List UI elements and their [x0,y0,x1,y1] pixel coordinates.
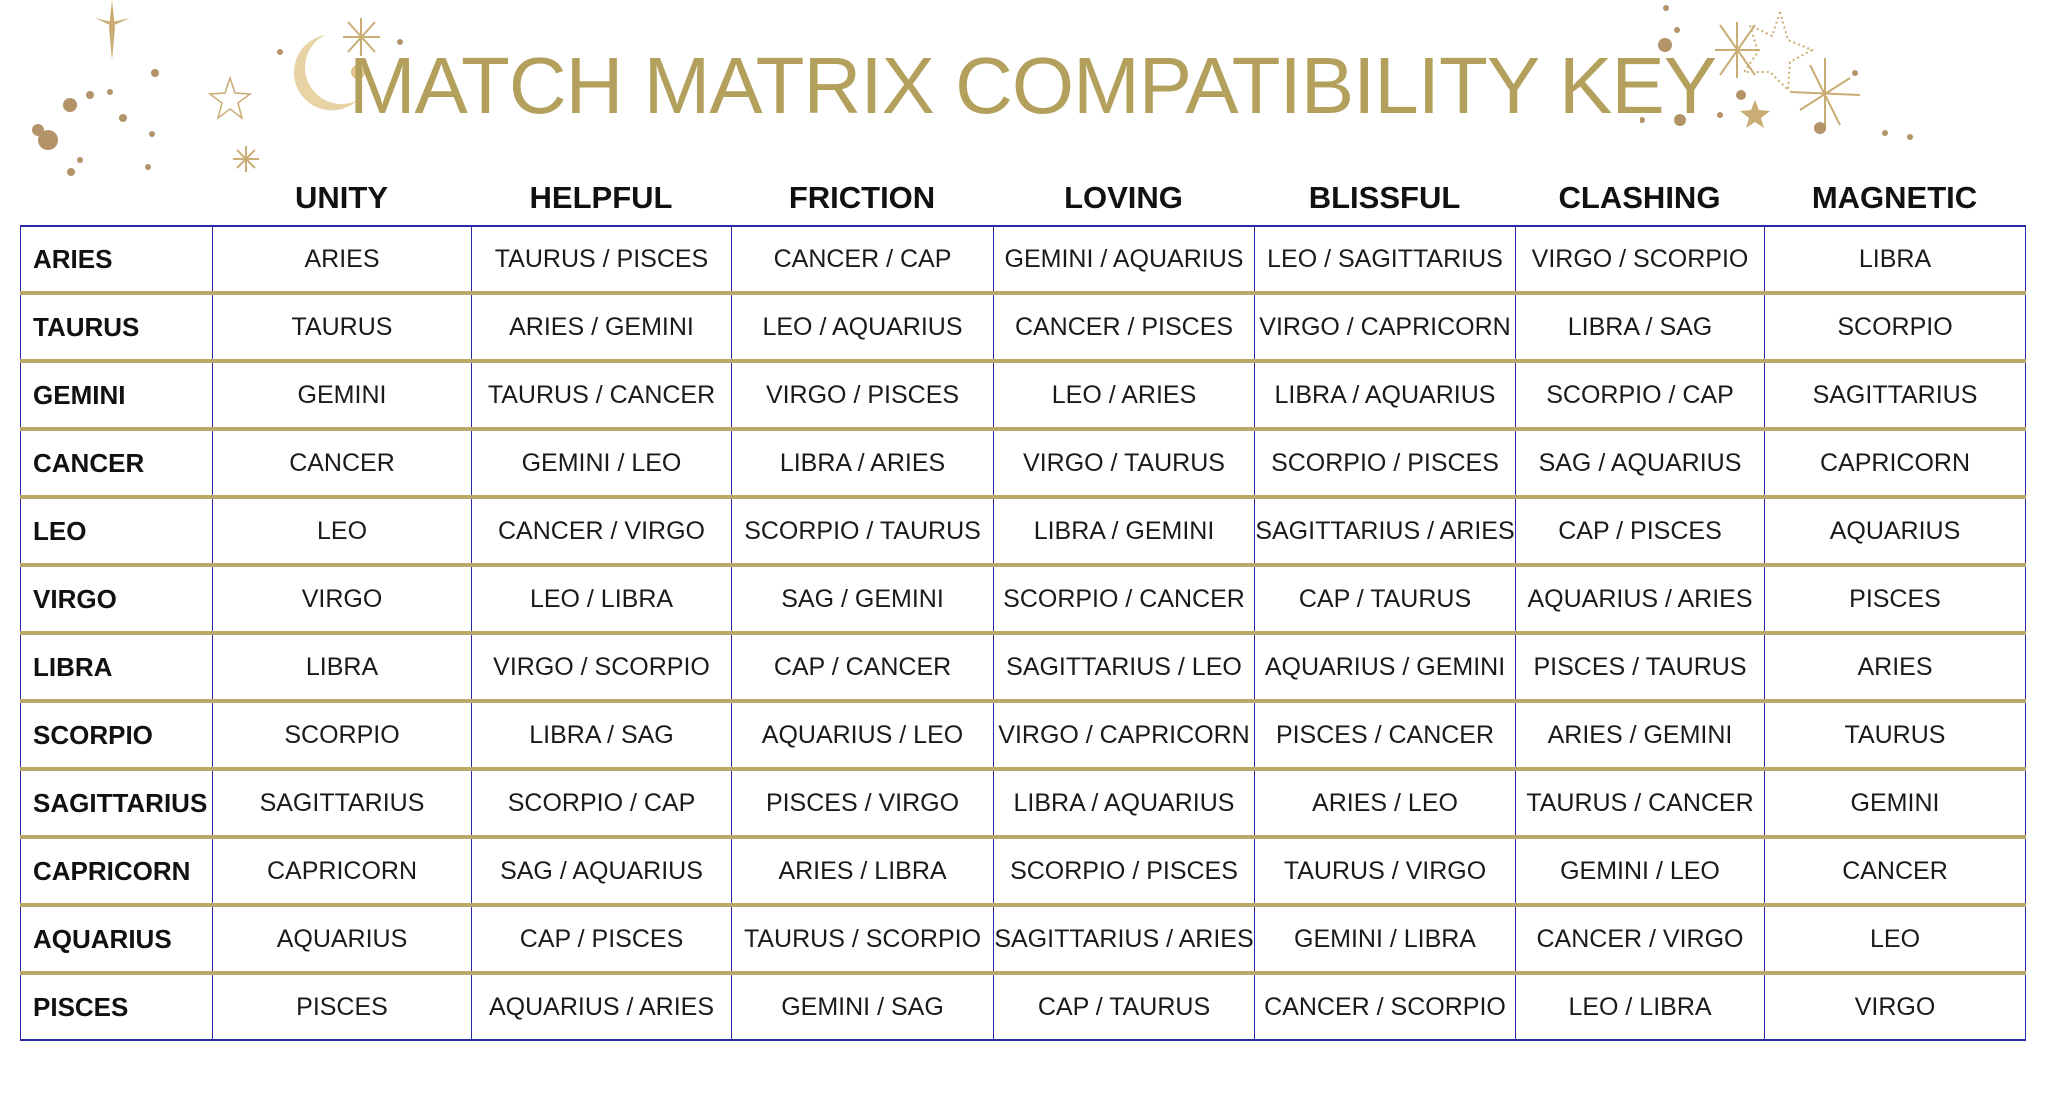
table-cell: GEMINI [1765,769,2026,837]
table-cell: SAG / AQUARIUS [472,837,732,905]
table-cell: ARIES / LIBRA [732,837,994,905]
table-cell: CANCER / PISCES [994,293,1255,361]
table-cell: LEO / AQUARIUS [732,293,994,361]
table-cell: CAP / TAURUS [994,973,1255,1040]
row-sign-label: PISCES [21,973,213,1040]
table-cell: TAURUS / CANCER [1516,769,1765,837]
table-cell: CAP / TAURUS [1255,565,1516,633]
table-cell: SAG / GEMINI [732,565,994,633]
column-header: MAGNETIC [1811,180,1978,215]
table-cell: SCORPIO / PISCES [1255,429,1516,497]
header-spacer [20,180,212,216]
table-cell: VIRGO [213,565,472,633]
table-cell: SAGITTARIUS / ARIES [1255,497,1516,565]
table-cell: ARIES / GEMINI [1516,701,1765,769]
table-cell: SCORPIO / CAP [1516,361,1765,429]
table-cell: AQUARIUS [213,905,472,973]
table-cell: ARIES / GEMINI [472,293,732,361]
table-cell: SCORPIO / TAURUS [732,497,994,565]
row-sign-label: AQUARIUS [21,905,213,973]
table-cell: CAP / PISCES [1516,497,1765,565]
compatibility-table [20,225,2026,1041]
table-row [21,497,2026,565]
table-cell: AQUARIUS / ARIES [1516,565,1765,633]
table-cell: CAP / PISCES [472,905,732,973]
sparkle-icon [233,146,259,172]
row-sign-label: CANCER [21,429,213,497]
table-cell: CAPRICORN [213,837,472,905]
row-sign-label: GEMINI [21,361,213,429]
table-cell: LIBRA / SAG [472,701,732,769]
table-cell: LEO [1765,905,2026,973]
table-cell: LIBRA / AQUARIUS [994,769,1255,837]
table-cell: GEMINI / SAG [732,973,994,1040]
table-cell: CANCER / SCORPIO [1255,973,1516,1040]
table-cell: AQUARIUS [1765,497,2026,565]
table-cell: ARIES / LEO [1255,769,1516,837]
row-sign-label: VIRGO [21,565,213,633]
table-cell: CANCER / CAP [732,226,994,293]
column-header: BLISSFUL [1308,180,1461,215]
table-cell: TAURUS / SCORPIO [732,905,994,973]
row-sign-label: SAGITTARIUS [21,769,213,837]
page-title: MATCH MATRIX COMPATIBILITY KEY [348,41,1717,130]
table-cell: ARIES [1765,633,2026,701]
table-row [21,429,2026,497]
table-cell: CAP / CANCER [732,633,994,701]
table-cell: GEMINI / LIBRA [1255,905,1516,973]
table-row [21,769,2026,837]
table-cell: GEMINI / AQUARIUS [994,226,1255,293]
row-sign-label: SCORPIO [21,701,213,769]
table-cell: CANCER / VIRGO [472,497,732,565]
table-cell: VIRGO / TAURUS [994,429,1255,497]
table-cell: VIRGO / CAPRICORN [1255,293,1516,361]
table-cell: LIBRA / AQUARIUS [1255,361,1516,429]
table-cell: PISCES / VIRGO [732,769,994,837]
table-row [21,905,2026,973]
table-cell: SCORPIO / PISCES [994,837,1255,905]
table-row [21,633,2026,701]
table-cell: VIRGO / CAPRICORN [994,701,1255,769]
table-cell: LIBRA / SAG [1516,293,1765,361]
table-cell: SCORPIO / CAP [472,769,732,837]
table-cell: CANCER [213,429,472,497]
table-cell: AQUARIUS / ARIES [472,973,732,1040]
table-cell: SAG / AQUARIUS [1516,429,1765,497]
row-sign-label: CAPRICORN [21,837,213,905]
table-cell: AQUARIUS / LEO [732,701,994,769]
column-header: CLASHING [1558,180,1721,215]
table-cell: VIRGO [1765,973,2026,1040]
column-header: HELPFUL [529,180,673,215]
table-cell: VIRGO / SCORPIO [472,633,732,701]
table-row [21,701,2026,769]
table-cell: LIBRA [213,633,472,701]
table-row [21,226,2026,293]
row-sign-label: TAURUS [21,293,213,361]
column-headers [20,180,2025,216]
table-cell: TAURUS / CANCER [472,361,732,429]
table-cell: PISCES [1765,565,2026,633]
table-cell: SCORPIO [1765,293,2026,361]
table-cell: PISCES / CANCER [1255,701,1516,769]
column-header: LOVING [1064,180,1183,215]
table-cell: TAURUS [213,293,472,361]
table-cell: GEMINI [213,361,472,429]
table-cell: PISCES / TAURUS [1516,633,1765,701]
table-cell: LEO / SAGITTARIUS [1255,226,1516,293]
row-sign-label: ARIES [21,226,213,293]
table-cell: AQUARIUS / GEMINI [1255,633,1516,701]
table-cell: VIRGO / SCORPIO [1516,226,1765,293]
table-cell: SCORPIO / CANCER [994,565,1255,633]
row-sign-label: LIBRA [21,633,213,701]
table-cell: TAURUS / PISCES [472,226,732,293]
table-cell: GEMINI / LEO [1516,837,1765,905]
table-cell: TAURUS [1765,701,2026,769]
table-cell: LIBRA / ARIES [732,429,994,497]
table-row [21,973,2026,1040]
table-cell: TAURUS / VIRGO [1255,837,1516,905]
table-cell: GEMINI / LEO [472,429,732,497]
table-cell: SAGITTARIUS [1765,361,2026,429]
table-cell: PISCES [213,973,472,1040]
table-cell: CANCER / VIRGO [1516,905,1765,973]
table-row [21,837,2026,905]
table-row [21,293,2026,361]
table-cell: LEO [213,497,472,565]
table-cell: SAGITTARIUS / ARIES [994,905,1255,973]
table-cell: LIBRA / GEMINI [994,497,1255,565]
column-header: UNITY [295,180,388,215]
table-cell: LEO / ARIES [994,361,1255,429]
table-cell: LEO / LIBRA [472,565,732,633]
table-cell: SAGITTARIUS [213,769,472,837]
column-header: FRICTION [788,180,936,215]
table-cell: SCORPIO [213,701,472,769]
table-cell: SAGITTARIUS / LEO [994,633,1255,701]
table-cell: LIBRA [1765,226,2026,293]
table-cell: CANCER [1765,837,2026,905]
table-cell: LEO / LIBRA [1516,973,1765,1040]
table-row [21,361,2026,429]
table-cell: ARIES [213,226,472,293]
table-row [21,565,2026,633]
row-sign-label: LEO [21,497,213,565]
table-cell: CAPRICORN [1765,429,2026,497]
table-cell: VIRGO / PISCES [732,361,994,429]
